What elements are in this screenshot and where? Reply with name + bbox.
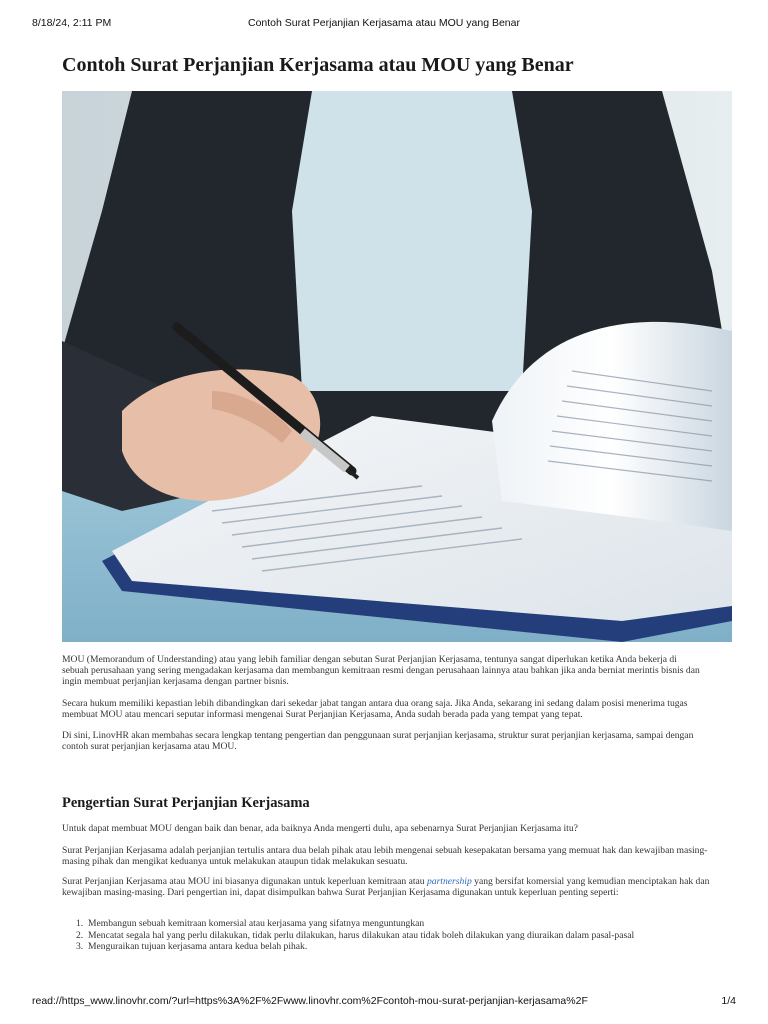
list-item-text: Membangun sebuah kemitraan komersial atau kerjasama yang sifatnya menguntungkan xyxy=(88,918,425,929)
section-paragraph-3 xyxy=(62,876,712,898)
section-paragraph-3-text-before: Surat Perjanjian Kerjasama atau MOU ini biasanya digunakan untuk keperluan kemitraan atau xyxy=(62,876,427,887)
list-item xyxy=(76,918,696,930)
page-title: Contoh Surat Perjanjian Kerjasama atau MOU yang Benar xyxy=(62,54,574,76)
partnership-link[interactable]: partnership xyxy=(426,876,472,887)
hero-image xyxy=(62,91,732,642)
page-number: 1/4 xyxy=(721,995,736,1007)
print-footer xyxy=(32,995,736,1009)
section-paragraph-1: Untuk dapat membuat MOU dengan baik dan benar, ada baiknya Anda mengerti dulu, apa sebenarnya Surat Perjanjian Kerjasama itu? xyxy=(62,823,578,834)
purpose-list xyxy=(76,918,696,953)
print-datetime: 8/18/24, 2:11 PM xyxy=(32,17,112,29)
intro-paragraph-1: MOU (Memorandum of Understanding) atau yang lebih familiar dengan sebutan Surat Perjanjian Kerjasama, tentunya sangat diperlukan ketika Anda bekerja di sebuah perusahaan yang sering mengadakan kerjasama dan membangun kemitraan resmi dengan perusahaan lainnya atau bahkan jika anda berniat merintis bisnis dan ingin membuat perjanjian kerjasama dengan partner bisnis. xyxy=(62,654,700,688)
print-doc-title: Contoh Surat Perjanjian Kerjasama atau MOU yang Benar xyxy=(248,17,520,29)
list-item xyxy=(76,930,696,942)
list-item-number: 3. xyxy=(76,941,84,953)
list-item-text: Menguraikan tujuan kerjasama antara kedua belah pihak. xyxy=(88,941,308,953)
section-paragraph-3-text-after: yang bersifat komersial yang kemudian menciptakan hak dan kewajiban masing-masing. Dari pengertian ini, dapat disimpulkan bahwa Surat Perjanjian Kerjasama digunakan untuk keperluan penting seperti: xyxy=(62,876,710,899)
section-heading: Pengertian Surat Perjanjian Kerjasama xyxy=(62,795,310,811)
intro-paragraph-3: Di sini, LinovHR akan membahas secara lengkap tentang pengertian dan penggunaan surat perjanjian kerjasama, struktur surat perjanjian kerjasama, sampai dengan contoh surat perjanjian kerjasama atau MOU. xyxy=(62,730,694,753)
list-item-number: 1. xyxy=(76,918,84,929)
intro-paragraph-2: Secara hukum memiliki kepastian lebih dibandingkan dari sekedar jabat tangan antara dua orang saja. Jika Anda, sekarang ini sedang dalam posisi menerima tugas membuat MOU atau mencari seputar informasi mengenai Surat Perjanjian Kerjasama, Anda sudah berada pada yang tempat yang tepat. xyxy=(62,698,688,721)
section-paragraph-2: Surat Perjanjian Kerjasama adalah perjanjian tertulis antara dua belah pihak atau lebih mengenai sebuah kesepakatan bersama yang memuat hak dan kewajiban masing-masing pihak dan mengikat keduanya untuk melakukan ataupun tidak melakukan sesuatu. xyxy=(62,845,708,868)
list-item xyxy=(76,941,696,953)
print-header xyxy=(32,17,736,31)
list-item-text: Mencatat segala hal yang perlu dilakukan, tidak perlu dilakukan, harus dilakukan atau tidak boleh dilakukan yang diuraikan dalam pasal-pasal xyxy=(88,929,635,941)
list-item-number: 2. xyxy=(76,929,84,941)
print-url: read://https_www.linovhr.com/?url=https%3A%2F%2Fwww.linovhr.com%2Fcontoh-mou-surat-perjanjian-kerjasama%2F xyxy=(32,995,588,1007)
